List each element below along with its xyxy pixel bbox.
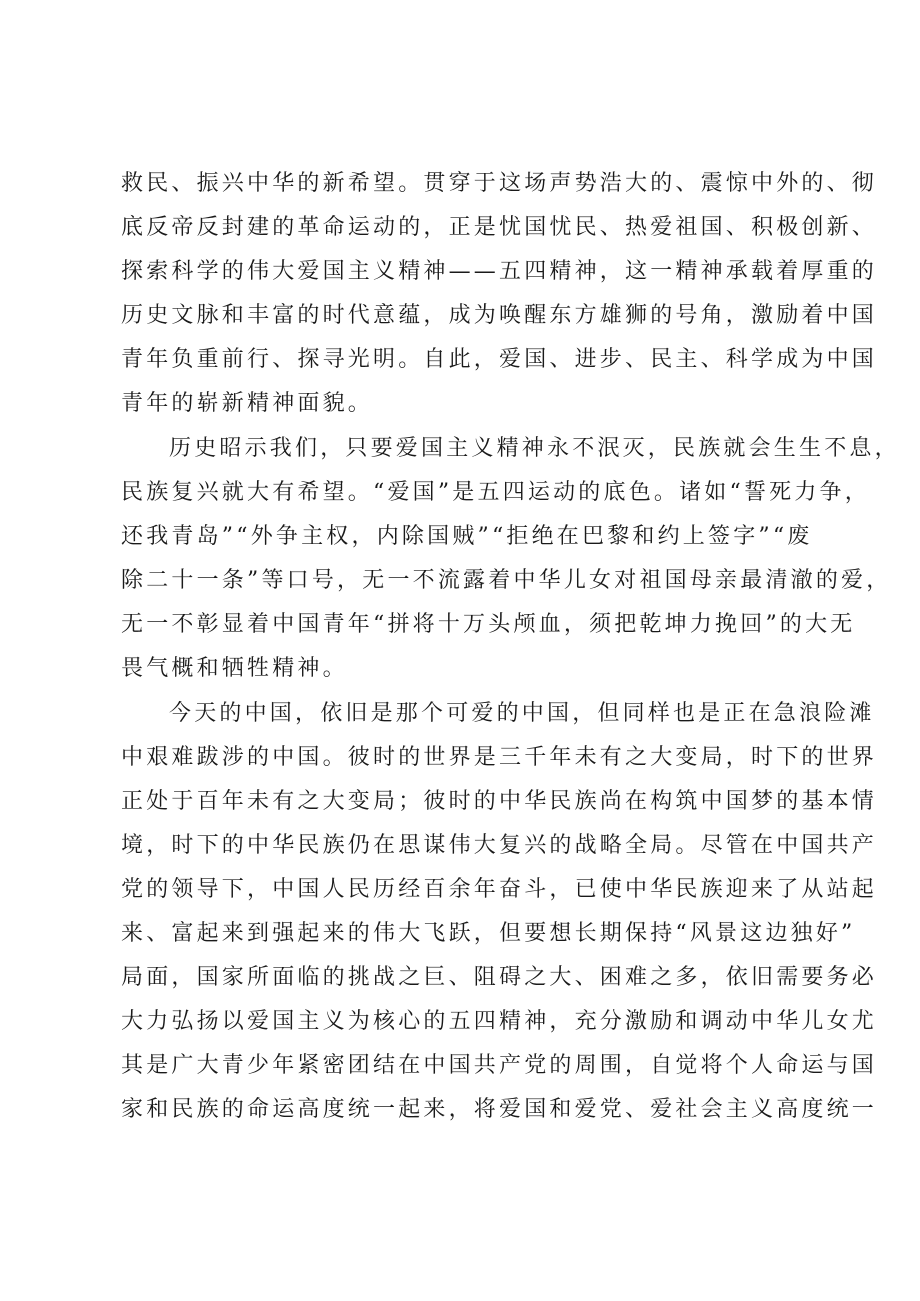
text-line: 青年负重前行、探寻光明。自此，爱国、进步、民主、科学成为中国 — [121, 347, 878, 372]
text-line: 家和民族的命运高度统一起来，将爱国和爱党、爱社会主义高度统一 — [121, 1097, 878, 1122]
text-line: 无一不彰显着中国青年“拼将十万头颅血，须把乾坤力挽回”的大无 — [121, 612, 856, 637]
text-line: 历史文脉和丰富的时代意蕴，成为唤醒东方雄狮的号角，激励着中国 — [121, 303, 878, 328]
text-line: 除二十一条”等口号，无一不流露着中华儿女对祖国母亲最清澈的爱， — [121, 568, 892, 593]
text-line: 大力弘扬以爱国主义为核心的五四精神，充分激励和调动中华儿女尤 — [121, 1009, 878, 1034]
text-line: 青年的崭新精神面貌。 — [121, 391, 374, 416]
text-line: 畏气概和牺牲精神。 — [121, 656, 348, 681]
text-line: 中艰难跋涉的中国。彼时的世界是三千年未有之大变局，时下的世界 — [121, 745, 878, 770]
text-line: 历史昭示我们，只要爱国主义精神永不泯灭，民族就会生生不息， — [169, 436, 900, 461]
text-line: 其是广大青少年紧密团结在中国共产党的周围，自觉将个人命运与国 — [121, 1053, 878, 1078]
text-line: 探索科学的伟大爱国主义精神——五四精神，这一精神承载着厚重的 — [121, 259, 878, 284]
text-line: 来、富起来到强起来的伟大飞跃，但要想长期保持“风景这边独好” — [121, 921, 856, 946]
text-line: 局面，国家所面临的挑战之巨、阻碍之大、困难之多，依旧需要务必 — [121, 965, 878, 990]
text-line: 党的领导下，中国人民历经百余年奋斗，已使中华民族迎来了从站起 — [121, 877, 878, 902]
text-line: 今天的中国，依旧是那个可爱的中国，但同样也是正在急浪险滩 — [169, 701, 875, 726]
text-line: 救民、振兴中华的新希望。贯穿于这场声势浩大的、震惊中外的、彻 — [121, 171, 878, 196]
text-line: 民族复兴就大有希望。“爱国”是五四运动的底色。诸如“誓死力争， — [121, 480, 870, 505]
text-line: 境，时下的中华民族仍在思谋伟大复兴的战略全局。尽管在中国共产 — [121, 833, 878, 858]
text-line: 底反帝反封建的革命运动的，正是忧国忧民、热爱祖国、积极创新、 — [121, 215, 878, 240]
text-line: 还我青岛”“外争主权，内除国贼”“拒绝在巴黎和约上签字”“废 — [121, 524, 813, 549]
text-line: 正处于百年未有之大变局；彼时的中华民族尚在构筑中国梦的基本情 — [121, 789, 878, 814]
